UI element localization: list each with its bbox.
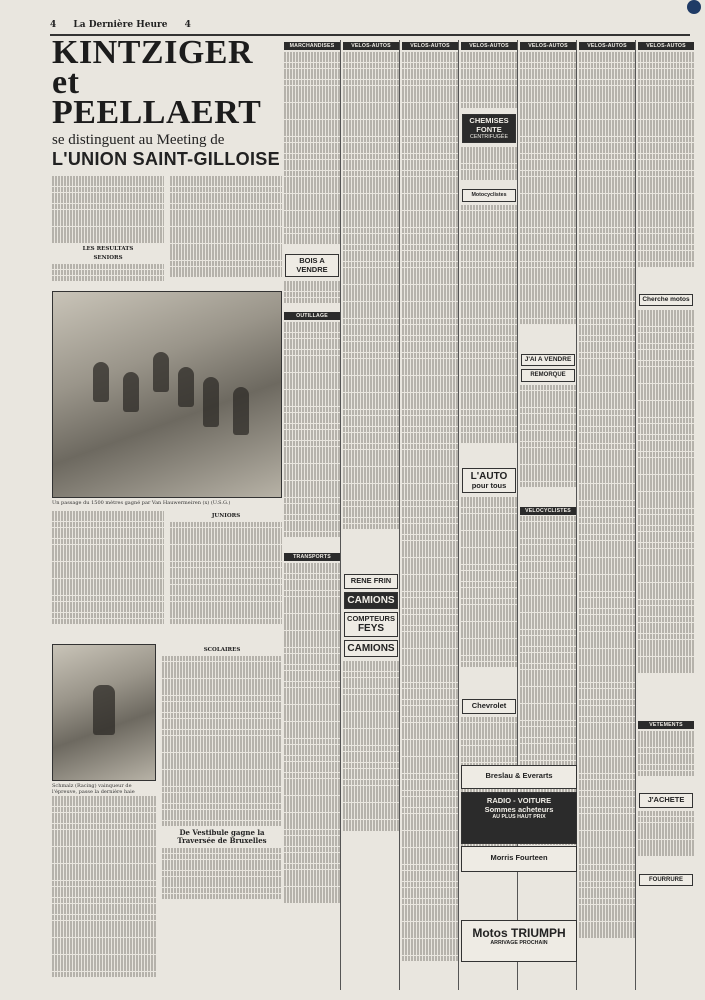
ad-chemises: CHEMISES FONTE CENTRIFUGÉE	[462, 114, 516, 143]
ad-category-transports: TRANSPORTS	[284, 553, 340, 561]
classified-ads	[284, 40, 694, 990]
ad-category-vetements: VETEMENTS	[638, 721, 694, 729]
ad-compteurs: COMPTEURS FEYS	[344, 612, 398, 638]
ad-fourrure: FOURRURE	[639, 874, 693, 886]
ad-auto-pour-tous: L'AUTO pour tous	[462, 468, 516, 494]
ad-category-outillage: OUTILLAGE	[284, 312, 340, 320]
headline-line-1: KINTZIGER et	[52, 38, 253, 101]
photo-caption-1: Un passage du 1500 mètres gagné par Van Hauwermeiren (x) (U.S.G.)	[52, 500, 231, 506]
page-number-right: 4	[184, 20, 191, 30]
ad-column-6	[579, 40, 636, 990]
hurdles-photo	[52, 644, 156, 781]
club-name: L'UNION SAINT-GILLOISE	[52, 149, 280, 169]
ad-category-header: VELOS-AUTOS	[520, 42, 576, 50]
race-photo	[52, 291, 282, 498]
ad-category-header: VELOS-AUTOS	[402, 42, 458, 50]
sidebar-title: De Vestibule gagne la Traversée de Bruxelles	[177, 828, 267, 846]
corner-mark-icon	[687, 0, 701, 14]
ad-column-7	[638, 40, 694, 990]
ad-remorque: REMORQUE	[521, 369, 575, 381]
article-text-column-2	[170, 175, 282, 281]
ad-bois: BOIS A VENDRE	[285, 254, 339, 277]
ad-jachete: J'ACHETE	[639, 793, 693, 808]
ad-camions: CAMIONS	[344, 592, 398, 609]
article-body-top	[52, 175, 282, 287]
ad-category-header: VELOS-AUTOS	[579, 42, 635, 50]
ad-motocyclistes: Motocyclistes	[462, 189, 516, 201]
ad-jai-a-vendre: J'AI A VENDRE	[521, 354, 575, 366]
paper-name: La Dernière Heure	[73, 20, 168, 30]
sports-article	[52, 38, 282, 988]
juniors-label: JUNIORS	[211, 513, 241, 519]
results-label: LES RESULTATS	[82, 246, 134, 253]
seniors-label: SENIORS	[93, 255, 123, 262]
ad-category-header: MARCHANDISES	[284, 42, 340, 50]
ad-camions-2: CAMIONS	[344, 640, 398, 657]
lower-block	[52, 644, 282, 988]
ad-category-header: VELOS-AUTOS	[638, 42, 694, 50]
ad-motos-triumph: Motos TRIUMPH ARRIVAGE PROCHAIN	[461, 920, 577, 962]
photo-caption-2: Schmalz (Racing) vainqueur de l'épreuve, passe la dernière haie	[52, 783, 135, 795]
ad-category-header: VELOS-AUTOS	[343, 42, 399, 50]
ad-column-3	[402, 40, 459, 990]
ad-chevrolet: Chevrolet	[462, 699, 516, 714]
ad-column-1	[284, 40, 341, 990]
scolaires-label: SCOLAIRES	[203, 647, 241, 653]
ad-category-header: VELOS-AUTOS	[461, 42, 517, 50]
ad-radio-voiture: RADIO - VOITURE Sommes acheteurs AU PLUS HAUT PRIX	[461, 792, 577, 844]
ad-category-velocyclistes: VELOCYCLISTES	[520, 507, 576, 515]
running-header	[50, 20, 690, 36]
results-columns	[52, 510, 282, 640]
ad-morris: Morris Fourteen	[461, 846, 577, 872]
subheadline: se distinguent au Meeting de	[52, 132, 225, 148]
ad-column-2	[343, 40, 400, 990]
article-text-column-1	[52, 175, 164, 281]
ad-cherche-motos: Cherche motos	[639, 294, 693, 306]
headline-line-2: PEELLAERT	[52, 94, 262, 131]
ad-rene-frin: RENE FRIN	[344, 574, 398, 589]
ad-breslau: Breslau & Everarts	[461, 765, 577, 789]
page-number: 4	[50, 20, 57, 30]
